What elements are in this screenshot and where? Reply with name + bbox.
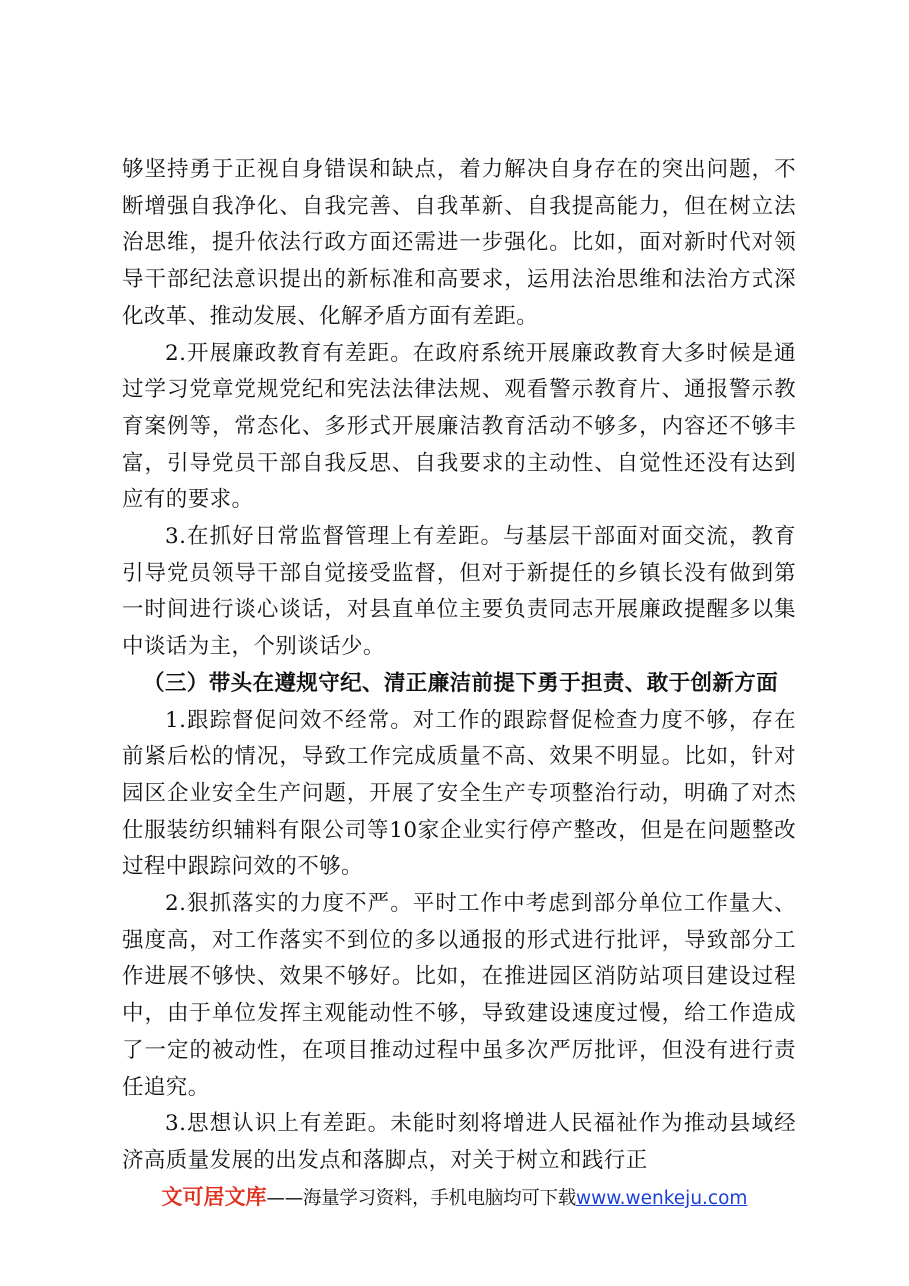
- footer-brand: 文可居文库: [161, 1185, 267, 1209]
- paragraph-integrity-education: 2.开展廉政教育有差距。在政府系统开展廉政教育大多时候是通过学习党章党规党纪和宪法法律法规、观看警示教育片、通报警示教育案例等，常态化、多形式开展廉洁教育活动不够多，内容还不够丰富，引导党员干部自我反思、自我要求的主动性、自觉性还没有达到应有的要求。: [122, 340, 796, 513]
- section-heading-3: （三）带头在遵规守纪、清正廉洁前提下勇于担责、敢于创新方面: [143, 670, 779, 696]
- document-body: [122, 152, 796, 1180]
- footer-tagline: ——海量学习资料，手机电脑均可下载: [266, 1188, 576, 1209]
- footer-link[interactable]: www.wenkeju.com: [575, 1188, 748, 1209]
- paragraph-implementation: 2.狠抓落实的力度不严。平时工作中考虑到部分单位工作量大、强度高，对工作落实不到位的多以通报的形式进行批评，导致部分工作进展不够快、效果不够好。比如，在推进园区消防站项目建设过程中，由于单位发挥主观能动性不够，导致建设速度过慢，给工作造成了一定的被动性，在项目推动过程中虽多次严厉批评，但没有进行责任追究。: [122, 891, 796, 1100]
- paragraph-ideological: 3.思想认识上有差距。未能时刻将增进人民福祉作为推动县域经济高质量发展的出发点和落脚点，对关于树立和践行正: [122, 1111, 796, 1173]
- footer-banner: [0, 1181, 909, 1211]
- paragraph-daily-supervision: 3.在抓好日常监督管理上有差距。与基层干部面对面交流，教育引导党员领导干部自觉接受监督，但对于新提任的乡镇长没有做到第一时间进行谈心谈话，对县直单位主要负责同志开展廉政提醒多以集中谈话为主，个别谈话少。: [122, 524, 796, 660]
- paragraph-continuation: 够坚持勇于正视自身错误和缺点，着力解决自身存在的突出问题，不断增强自我净化、自我完善、自我革新、自我提高能力，但在树立法治思维，提升依法行政方面还需进一步强化。比如，面对新时代对领导干部纪法意识提出的新标准和高要求，运用法治思维和法治方式深化改革、推动发展、化解矛盾方面有差距。: [122, 157, 796, 329]
- paragraph-follow-up: 1.跟踪督促问效不经常。对工作的跟踪督促检查力度不够，存在前紧后松的情况，导致工作完成质量不高、效果不明显。比如，针对园区企业安全生产问题，开展了安全生产专项整治行动，明确了对杰仕服装纺织辅料有限公司等10家企业实行停产整改，但是在问题整改过程中跟踪问效的不够。: [122, 707, 796, 880]
